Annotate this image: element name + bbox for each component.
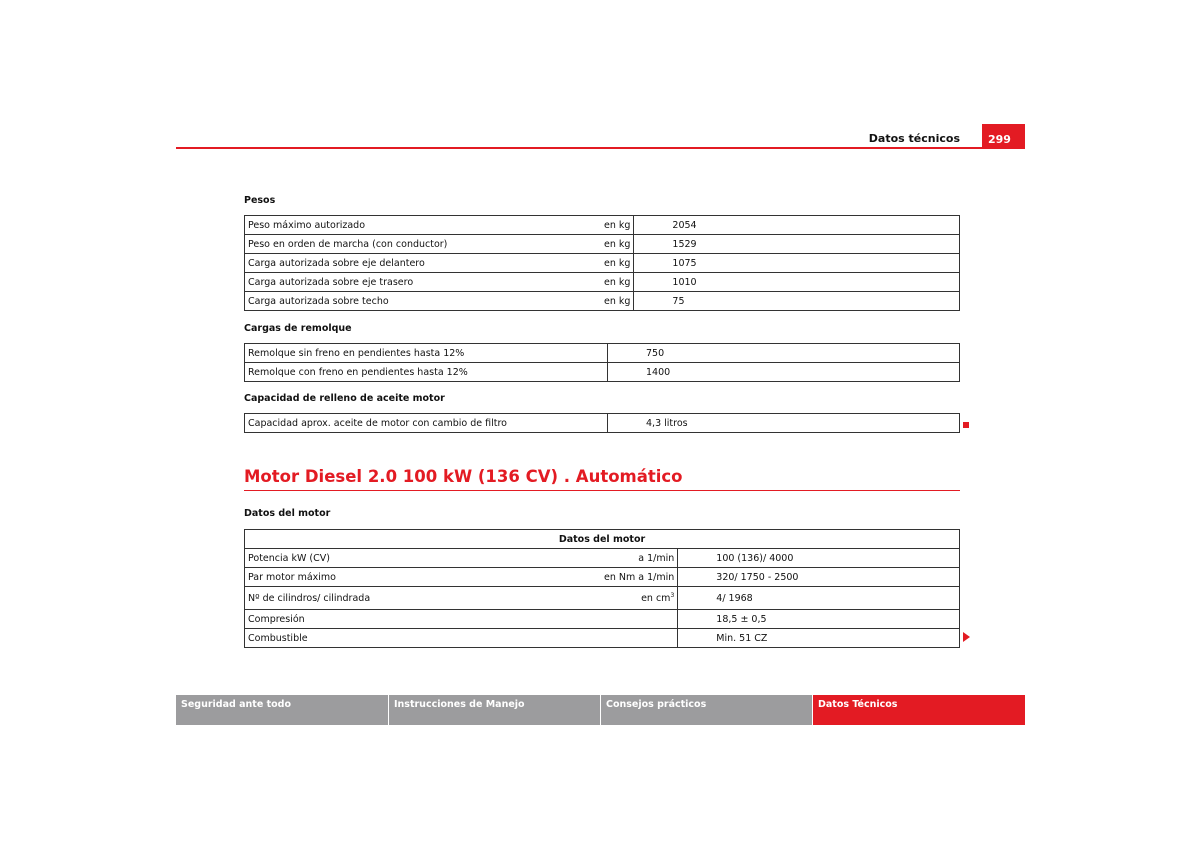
row-label: Carga autorizada sobre techo xyxy=(245,292,602,311)
row-value: 4/ 1968 xyxy=(678,587,960,610)
header-divider xyxy=(176,147,1025,149)
row-unit xyxy=(601,587,678,610)
motor-table xyxy=(244,529,960,648)
row-label: Par motor máximo xyxy=(245,568,602,587)
section-end-marker xyxy=(963,422,969,428)
aceite-table xyxy=(244,413,960,433)
row-value: 750 xyxy=(608,344,960,363)
nav-tab-consejos[interactable]: Consejos prácticos xyxy=(601,695,812,725)
row-label: Carga autorizada sobre eje delantero xyxy=(245,254,602,273)
row-value: 2054 xyxy=(634,216,960,235)
remolque-table xyxy=(244,343,960,382)
nav-tab-datos-tecnicos[interactable]: Datos Técnicos xyxy=(813,695,1025,725)
row-unit: en kg xyxy=(601,235,634,254)
unit-text: en cm xyxy=(641,593,671,605)
table-row xyxy=(245,216,960,235)
row-label: Remolque con freno en pendientes hasta 12% xyxy=(245,363,602,382)
row-label: Peso máximo autorizado xyxy=(245,216,602,235)
table-row xyxy=(245,549,960,568)
row-label: Nº de cilindros/ cilindrada xyxy=(245,587,602,610)
table-row xyxy=(245,363,960,382)
table-row xyxy=(245,273,960,292)
remolque-label: Cargas de remolque xyxy=(244,323,352,334)
row-label: Carga autorizada sobre eje trasero xyxy=(245,273,602,292)
table-header: Datos del motor xyxy=(245,530,960,549)
row-value: 320/ 1750 - 2500 xyxy=(678,568,960,587)
table-row xyxy=(245,344,960,363)
row-value: 18,5 ± 0,5 xyxy=(678,610,960,629)
table-row xyxy=(245,254,960,273)
table-row xyxy=(245,235,960,254)
row-value: Min. 51 CZ xyxy=(678,629,960,648)
pesos-table xyxy=(244,215,960,311)
table-row xyxy=(245,629,960,648)
row-unit: en kg xyxy=(601,216,634,235)
row-label: Combustible xyxy=(245,629,602,648)
table-row xyxy=(245,292,960,311)
heading-underline xyxy=(244,490,960,491)
table-header-row xyxy=(245,530,960,549)
row-value: 1075 xyxy=(634,254,960,273)
row-unit: en kg xyxy=(601,254,634,273)
table-row xyxy=(245,568,960,587)
pesos-label: Pesos xyxy=(244,195,276,206)
row-unit: en kg xyxy=(601,292,634,311)
row-unit xyxy=(601,610,678,629)
page-number: 299 xyxy=(982,124,1025,148)
row-unit xyxy=(601,629,678,648)
row-unit: a 1/min xyxy=(601,549,678,568)
nav-tab-seguridad[interactable]: Seguridad ante todo xyxy=(176,695,388,725)
row-label: Peso en orden de marcha (con conductor) xyxy=(245,235,602,254)
motor-heading: Motor Diesel 2.0 100 kW (136 CV) . Automático xyxy=(244,467,683,486)
aceite-label: Capacidad de relleno de aceite motor xyxy=(244,393,445,404)
row-value: 75 xyxy=(634,292,960,311)
row-label: Compresión xyxy=(245,610,602,629)
row-value: 100 (136)/ 4000 xyxy=(678,549,960,568)
row-value: 1529 xyxy=(634,235,960,254)
row-label: Capacidad aprox. aceite de motor con cambio de filtro xyxy=(245,414,602,433)
row-unit: en Nm a 1/min xyxy=(601,568,678,587)
row-label: Remolque sin freno en pendientes hasta 12% xyxy=(245,344,602,363)
row-value: 1400 xyxy=(608,363,960,382)
continue-arrow-icon xyxy=(963,632,970,642)
unit-superscript: 3 xyxy=(670,591,675,599)
row-label: Potencia kW (CV) xyxy=(245,549,602,568)
section-title: Datos técnicos xyxy=(868,132,960,145)
table-row xyxy=(245,610,960,629)
row-value: 4,3 litros xyxy=(608,414,960,433)
row-unit: en kg xyxy=(601,273,634,292)
table-row xyxy=(245,414,960,433)
nav-tab-instrucciones[interactable]: Instrucciones de Manejo xyxy=(389,695,600,725)
motor-label: Datos del motor xyxy=(244,508,331,519)
footer-nav xyxy=(176,695,1025,725)
row-value: 1010 xyxy=(634,273,960,292)
table-row xyxy=(245,587,960,610)
